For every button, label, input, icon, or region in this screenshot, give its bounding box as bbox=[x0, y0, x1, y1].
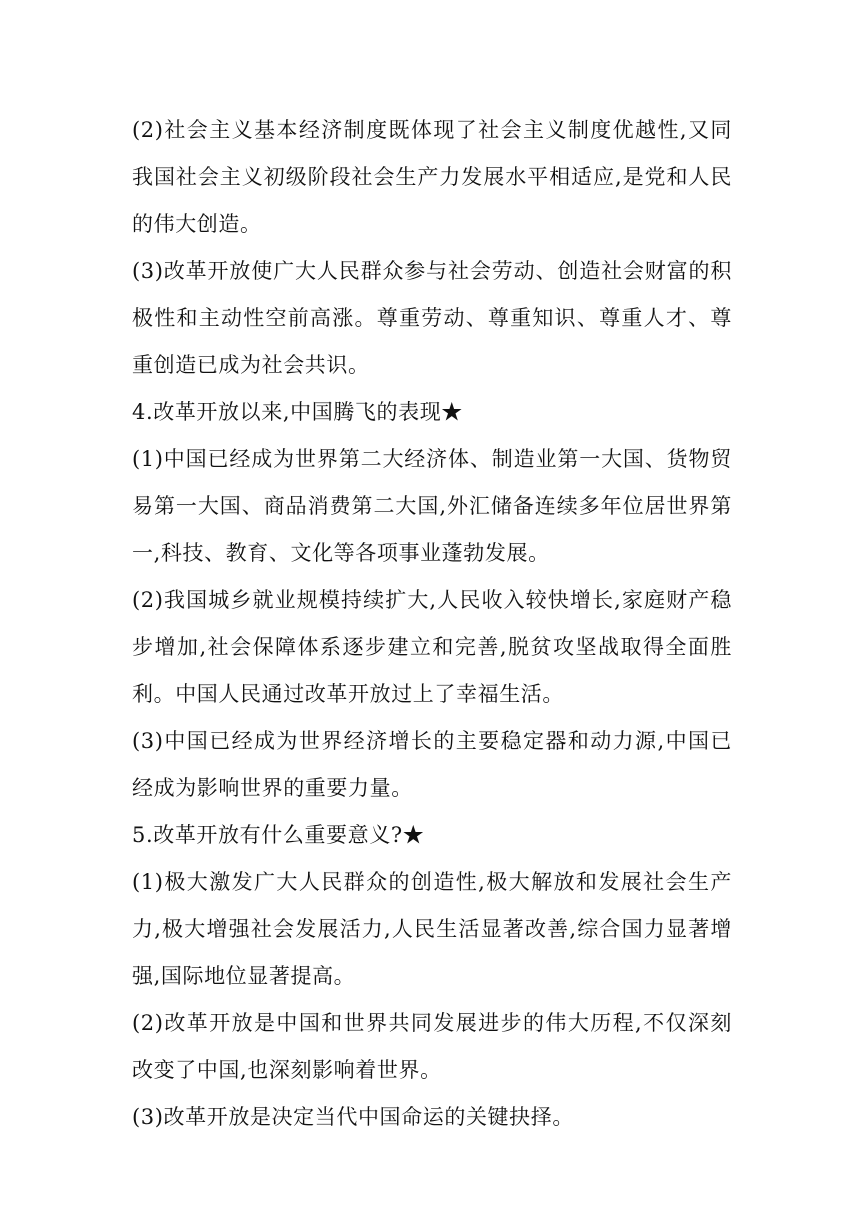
section-heading-4: 4.改革开放以来,中国腾飞的表现★ bbox=[132, 400, 463, 424]
paragraph-item-2-significance: (2)改革开放是中国和世界共同发展进步的伟大历程,不仅深刻改变了中国,也深刻影响着世界。 bbox=[132, 1011, 732, 1082]
paragraph-item-1-significance: (1)极大激发广大人民群众的创造性,极大解放和发展社会生产力,极大增强社会发展活力,人民生活显著改善,综合国力显著增强,国际地位显著提高。 bbox=[132, 870, 732, 988]
paragraph-item-2-livelihood: (2)我国城乡就业规模持续扩大,人民收入较快增长,家庭财产稳步增加,社会保障体系逐步建立和完善,脱贫攻坚战取得全面胜利。中国人民通过改革开放过上了幸福生活。 bbox=[132, 588, 732, 706]
paragraph-item-2-economic-system: (2)社会主义基本经济制度既体现了社会主义制度优越性,又同我国社会主义初级阶段社会生产力发展水平相适应,是党和人民的伟大创造。 bbox=[132, 118, 732, 236]
paragraph-item-3-enthusiasm: (3)改革开放使广大人民群众参与社会劳动、创造社会财富的积极性和主动性空前高涨。尊重劳动、尊重知识、尊重人才、尊重创造已成为社会共识。 bbox=[132, 259, 732, 377]
paragraph-item-3-significance: (3)改革开放是决定当代中国命运的关键抉择。 bbox=[132, 1105, 574, 1129]
paragraph-item-3-world-influence: (3)中国已经成为世界经济增长的主要稳定器和动力源,中国已经成为影响世界的重要力量。 bbox=[132, 729, 732, 800]
section-heading-5: 5.改革开放有什么重要意义?★ bbox=[132, 823, 425, 847]
document-body bbox=[132, 107, 732, 1141]
paragraph-item-1-economy: (1)中国已经成为世界第二大经济体、制造业第一大国、货物贸易第一大国、商品消费第二大国,外汇储备连续多年位居世界第一,科技、教育、文化等各项事业蓬勃发展。 bbox=[132, 447, 732, 565]
